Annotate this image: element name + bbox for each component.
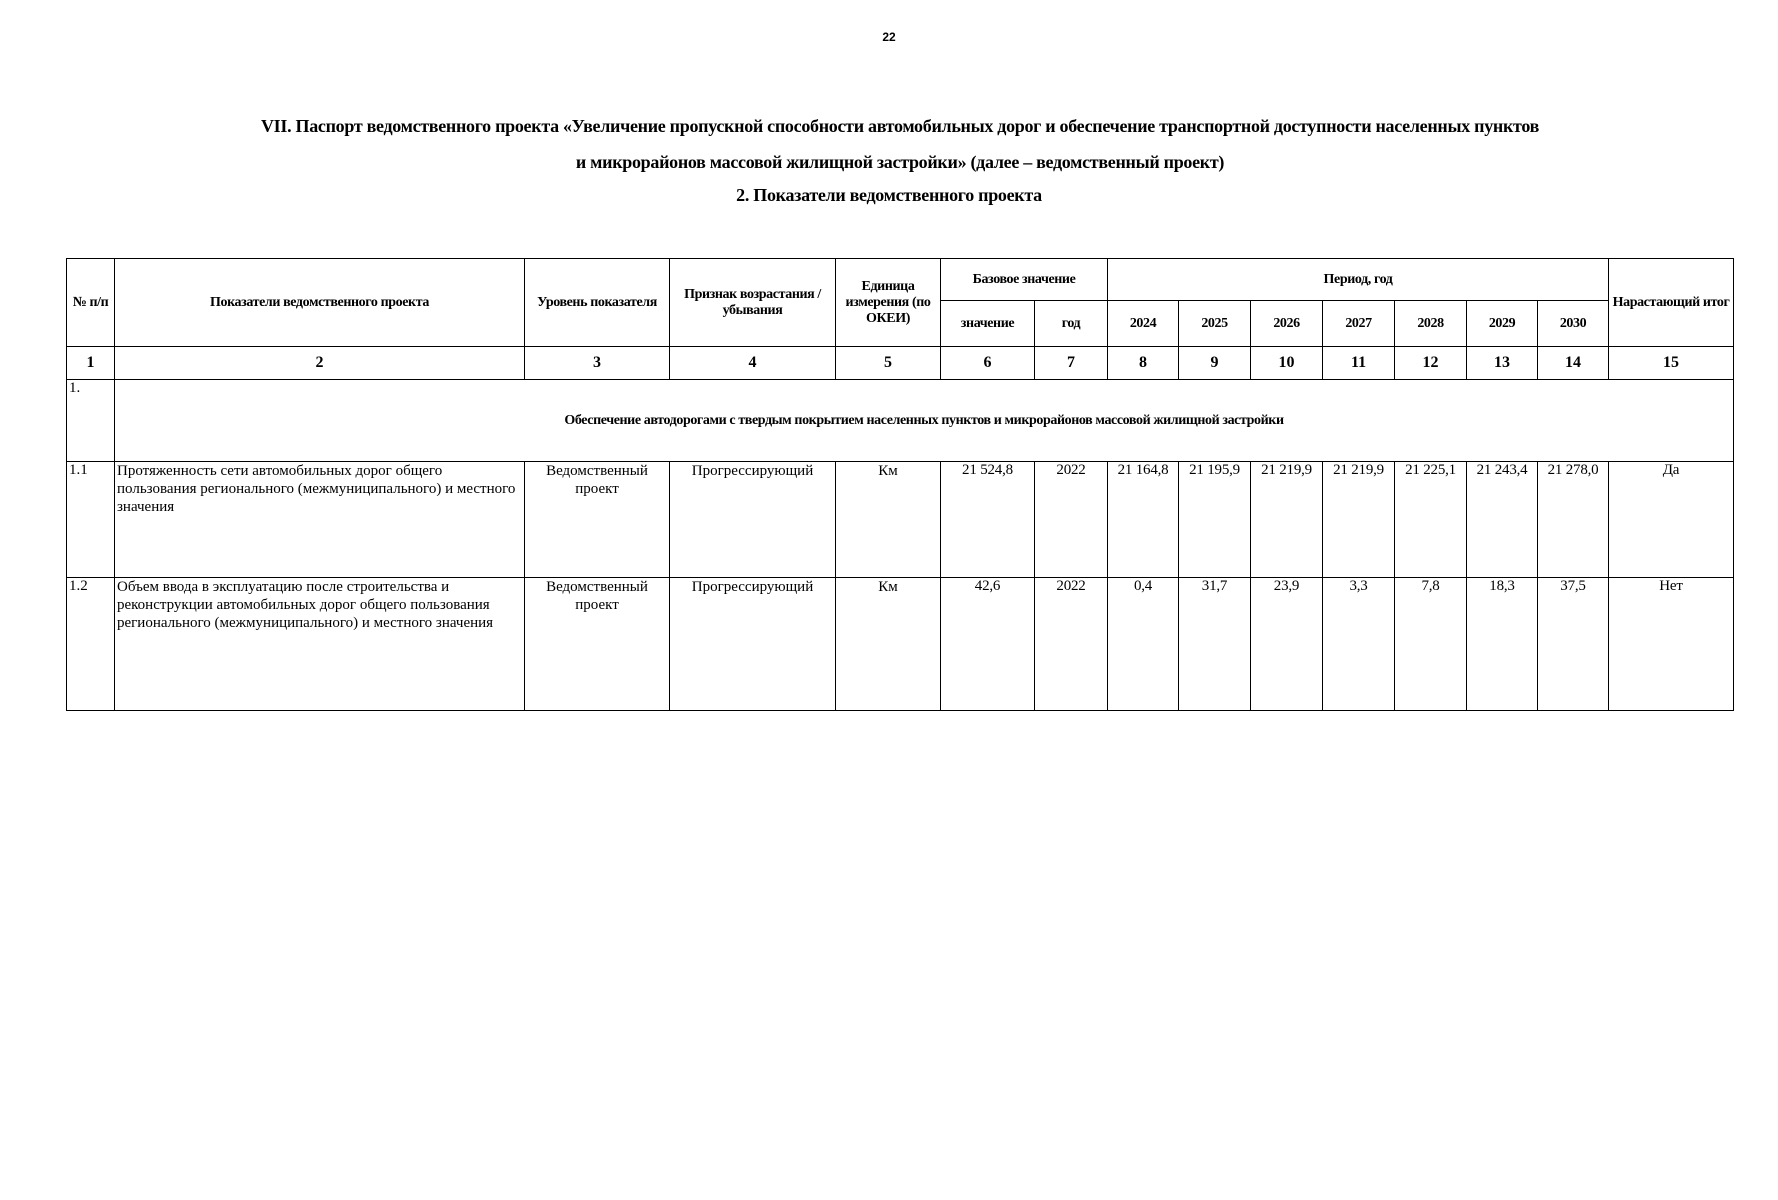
header-base: Базовое значение: [941, 259, 1108, 301]
row-num: 1.2: [67, 578, 115, 711]
column-number: 10: [1251, 347, 1323, 380]
header-year: 2026: [1251, 301, 1323, 347]
header-year: 2028: [1395, 301, 1467, 347]
row-indicator-name: Протяженность сети автомобильных дорог общего пользования регионального (межмуниципального) и местного значения: [115, 462, 525, 578]
row-year-value: 37,5: [1538, 578, 1609, 711]
table-row: [67, 462, 1734, 578]
row-base-year: 2022: [1035, 578, 1108, 711]
row-cumulative: Да: [1609, 462, 1734, 578]
row-unit: Км: [836, 578, 941, 711]
row-year-value: 21 243,4: [1467, 462, 1538, 578]
section-title: Обеспечение автодорогами с твердым покрытием населенных пунктов и микрорайонов массовой жилищной застройки: [115, 380, 1734, 462]
header-period: Период, год: [1108, 259, 1609, 301]
header-year: 2027: [1323, 301, 1395, 347]
header-num: № п/п: [67, 259, 115, 347]
row-level: Ведомственный проект: [525, 462, 670, 578]
header-cumulative: Нарастающий итог: [1609, 259, 1734, 347]
row-year-value: 21 219,9: [1251, 462, 1323, 578]
row-year-value: 23,9: [1251, 578, 1323, 711]
header-year: 2029: [1467, 301, 1538, 347]
column-number: 9: [1179, 347, 1251, 380]
row-level: Ведомственный проект: [525, 578, 670, 711]
section-subtitle: 2. Показатели ведомственного проекта: [736, 185, 1042, 205]
section-row: [67, 380, 1734, 462]
column-number: 15: [1609, 347, 1734, 380]
document-title: [150, 108, 1650, 180]
column-number: 4: [670, 347, 836, 380]
column-number: 13: [1467, 347, 1538, 380]
column-number: 8: [1108, 347, 1179, 380]
row-base-year: 2022: [1035, 462, 1108, 578]
column-number: 14: [1538, 347, 1609, 380]
header-trend: Признак возрастания / убывания: [670, 259, 836, 347]
column-number: 1: [67, 347, 115, 380]
row-year-value: 21 225,1: [1395, 462, 1467, 578]
row-year-value: 21 195,9: [1179, 462, 1251, 578]
header-row-1: [67, 259, 1734, 301]
column-number: 5: [836, 347, 941, 380]
header-indicator: Показатели ведомственного проекта: [115, 259, 525, 347]
header-year: 2024: [1108, 301, 1179, 347]
header-level: Уровень показателя: [525, 259, 670, 347]
title-line-1: VII. Паспорт ведомственного проекта «Увеличение пропускной способности автомобильных дорог и обеспечение транспортной доступности населенных пунктов: [260, 116, 1540, 136]
header-unit: Единица измерения (по ОКЕИ): [836, 259, 941, 347]
row-year-value: 21 278,0: [1538, 462, 1609, 578]
table-row: [67, 578, 1734, 711]
row-indicator-name: Объем ввода в эксплуатацию после строительства и реконструкции автомобильных дорог общего пользования регионального (межмуниципального) и местного значения: [115, 578, 525, 711]
header-year: 2025: [1179, 301, 1251, 347]
header-year: 2030: [1538, 301, 1609, 347]
row-num: 1.1: [67, 462, 115, 578]
row-cumulative: Нет: [1609, 578, 1734, 711]
row-base-value: 21 524,8: [941, 462, 1035, 578]
title-line-2: и микрорайонов массовой жилищной застройки» (далее – ведомственный проект): [575, 152, 1225, 172]
row-year-value: 21 164,8: [1108, 462, 1179, 578]
header-base-year: год: [1035, 301, 1108, 347]
section-num: 1.: [67, 380, 115, 462]
column-number-row: [67, 347, 1734, 380]
column-number: 11: [1323, 347, 1395, 380]
row-year-value: 3,3: [1323, 578, 1395, 711]
row-year-value: 18,3: [1467, 578, 1538, 711]
column-number: 7: [1035, 347, 1108, 380]
page-number: 22: [882, 30, 896, 44]
row-year-value: 7,8: [1395, 578, 1467, 711]
header-base-value: значение: [941, 301, 1035, 347]
column-number: 6: [941, 347, 1035, 380]
row-year-value: 21 219,9: [1323, 462, 1395, 578]
indicators-table: [66, 258, 1734, 711]
row-year-value: 31,7: [1179, 578, 1251, 711]
row-trend: Прогрессирующий: [670, 462, 836, 578]
column-number: 12: [1395, 347, 1467, 380]
row-year-value: 0,4: [1108, 578, 1179, 711]
row-base-value: 42,6: [941, 578, 1035, 711]
column-number: 3: [525, 347, 670, 380]
row-unit: Км: [836, 462, 941, 578]
column-number: 2: [115, 347, 525, 380]
row-trend: Прогрессирующий: [670, 578, 836, 711]
